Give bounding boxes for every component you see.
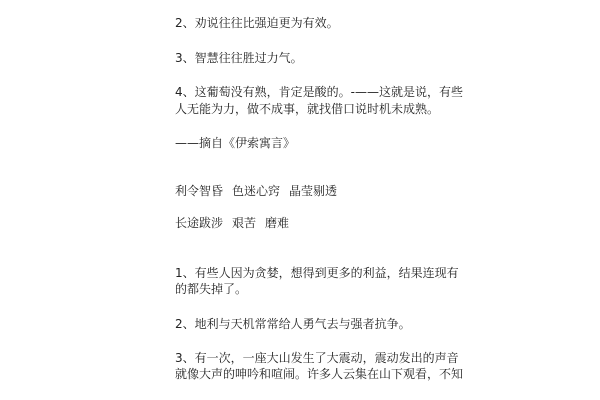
story-courage: 2、地利与天机常常给人勇气去与强者抗争。 (175, 317, 411, 331)
paragraph-wisdom: 3、智慧往往胜过力气。 (175, 51, 303, 65)
vocab-term: 长途跋涉 (175, 216, 224, 230)
paragraph-persuasion: 2、劝说往往比强迫更为有效。 (175, 16, 339, 30)
vocab-term: 晶莹剔透 (289, 184, 338, 198)
story-mountain-line1: 3、有一次，一座大山发生了大震动，震动发出的声音 (175, 351, 459, 365)
vocab-term: 磨难 (265, 216, 290, 230)
story-greed-line1: 1、有些人因为贪婪，想得到更多的利益，结果连现有 (175, 266, 459, 280)
vocab-row-1 (175, 183, 435, 199)
story-greed-line2: 的都失掉了。 (175, 282, 248, 296)
source-attribution: ——摘自《伊索寓言》 (175, 136, 296, 150)
paragraph-grapes-line2: 人无能为力，做不成事，就找借口说时机未成熟。 (175, 102, 440, 116)
vocab-row-2 (175, 215, 435, 231)
vocab-term: 艰苦 (232, 216, 257, 230)
vocab-term: 利令智昏 (175, 184, 224, 198)
story-mountain-line2: 就像大声的呻吟和喧闹。许多人云集在山下观看，不知 (175, 367, 464, 381)
paragraph-grapes-line1: 4、这葡萄没有熟，肯定是酸的。-——这就是说，有些 (175, 85, 463, 99)
vocab-term: 色迷心窍 (232, 184, 281, 198)
